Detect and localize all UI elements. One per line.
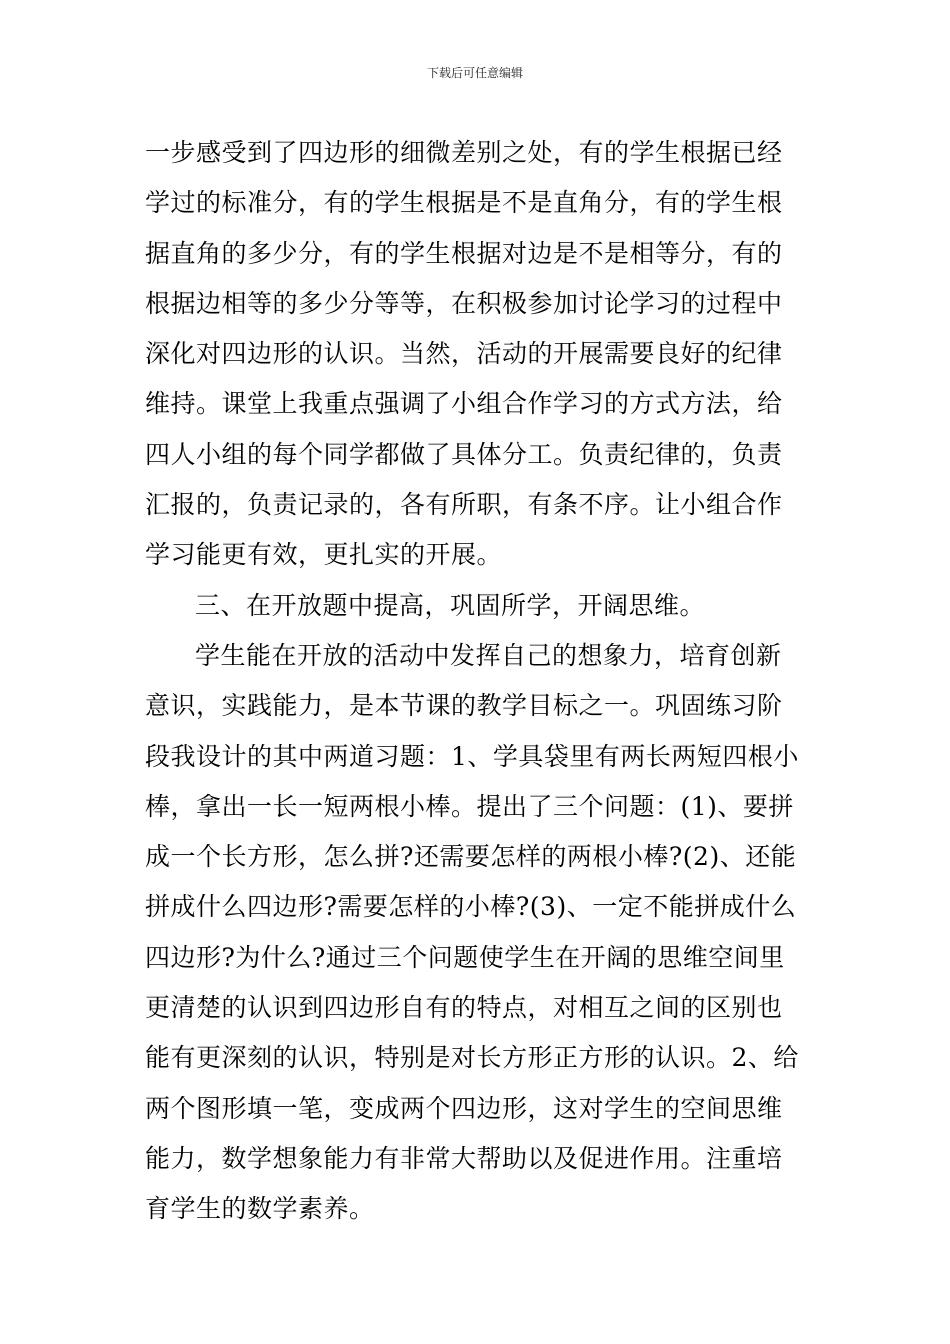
header-note: 下载后可任意编辑 <box>426 66 523 80</box>
text-line: 四人小组的每个同学都做了具体分工。负责纪律的，负责 <box>145 439 783 469</box>
text-line: 育学生的数学素养。 <box>145 1194 375 1224</box>
text-line: 汇报的，负责记录的，各有所职，有条不序。让小组合作 <box>145 490 783 520</box>
text-line: 四边形?为什么?通过三个问题使学生在开阔的思维空间里 <box>145 942 785 972</box>
text-line: 棒，拿出一长一短两根小棒。提出了三个问题：(1)、要拼 <box>145 791 794 821</box>
text-line: 能力，数学想象能力有非常大帮助以及促进作用。注重培 <box>145 1143 783 1173</box>
paragraph-start-line: 学生能在开放的活动中发挥自己的想象力，培育创新 <box>195 640 782 670</box>
body-text <box>145 128 810 1235</box>
text-line: 意识，实践能力，是本节课的教学目标之一。巩固练习阶 <box>145 691 783 721</box>
text-line: 拼成什么四边形?需要怎样的小棒?(3)、一定不能拼成什么 <box>145 892 797 922</box>
text-line: 成一个长方形，怎么拼?还需要怎样的两根小棒?(2)、还能 <box>145 842 797 872</box>
text-line: 两个图形填一笔，变成两个四边形，这对学生的空间思维 <box>145 1093 783 1123</box>
text-line: 维持。课堂上我重点强调了小组合作学习的方式方法，给 <box>145 389 783 419</box>
section-heading: 三、在开放题中提高，巩固所学，开阔思维。 <box>195 590 706 620</box>
text-line: 学习能更有效，更扎实的开展。 <box>145 540 503 570</box>
text-line: 段我设计的其中两道习题：1、学具袋里有两长两短四根小 <box>145 741 799 771</box>
text-line: 更清楚的认识到四边形自有的特点，对相互之间的区别也 <box>145 993 783 1023</box>
text-line: 深化对四边形的认识。当然，活动的开展需要良好的纪律 <box>145 339 783 369</box>
text-line: 学过的标准分，有的学生根据是不是直角分，有的学生根 <box>145 188 783 218</box>
text-line: 能有更深刻的认识，特别是对长方形正方形的认识。2、给 <box>145 1043 799 1073</box>
text-line: 据直角的多少分，有的学生根据对边是不是相等分，有的 <box>145 238 783 268</box>
text-line: 一步感受到了四边形的细微差别之处，有的学生根据已经 <box>145 138 783 167</box>
text-line: 根据边相等的多少分等等，在积极参加讨论学习的过程中 <box>145 288 783 318</box>
